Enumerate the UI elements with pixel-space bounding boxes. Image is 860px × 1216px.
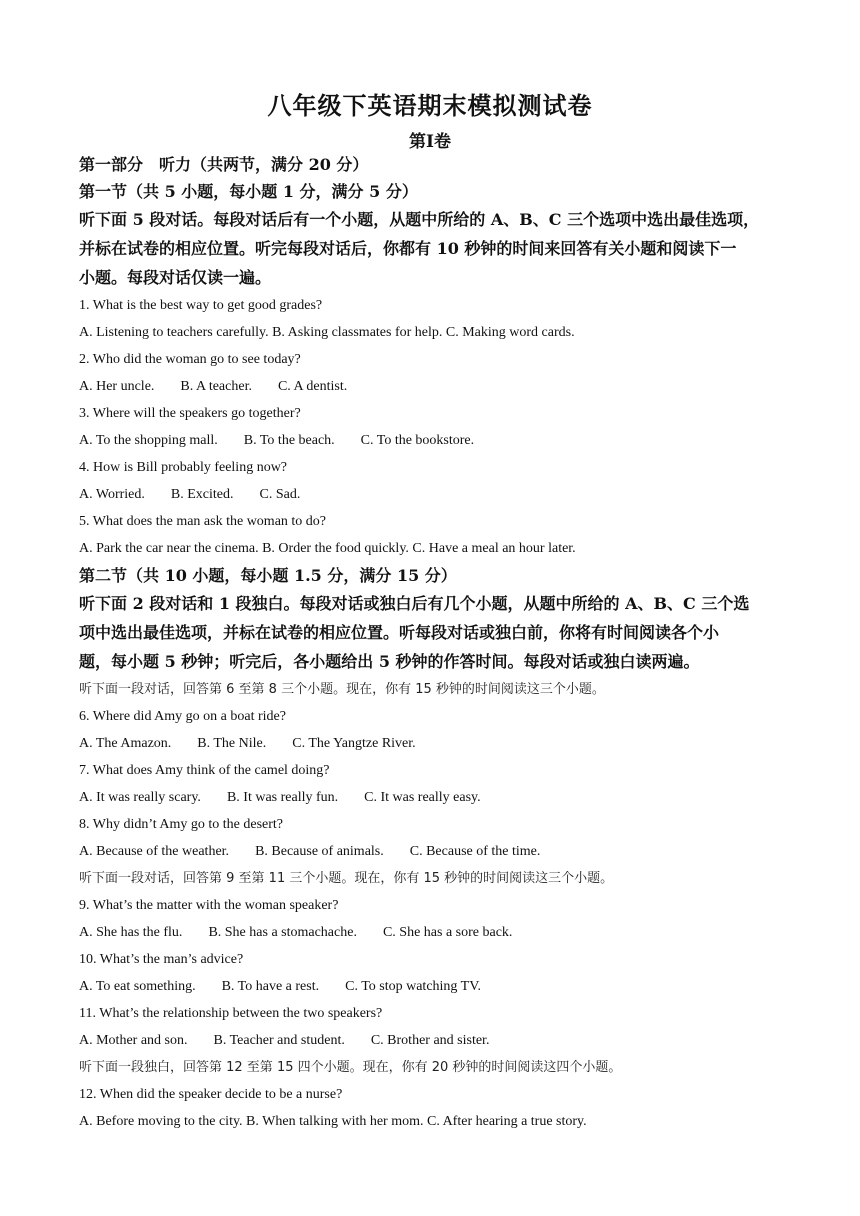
options-8	[79, 838, 785, 865]
options-12	[79, 1108, 785, 1135]
option-b: B. The Nile.	[197, 736, 267, 751]
option-a: A. She has the flu.	[79, 925, 183, 940]
part1-heading: 第一部分 听力（共两节，满分 20 分）	[79, 155, 369, 174]
option-b: B. It was really fun.	[226, 790, 339, 805]
exam-content	[79, 151, 785, 1135]
option-b: B. Because of animals.	[255, 844, 384, 859]
option-c: C. Brother and sister.	[370, 1033, 490, 1048]
group-note: 听下面一段对话，回答第 6 至第 8 三个小题。现在，你有 15 秒钟的时间阅读这三个小题。	[79, 682, 605, 697]
options-3	[79, 427, 785, 454]
option-a: A. The Amazon.	[79, 736, 172, 751]
option-a: A. To eat something.	[79, 979, 196, 994]
option-c: C. It was really easy.	[364, 790, 481, 805]
option-b: B. A teacher.	[180, 379, 252, 394]
options-1	[79, 319, 785, 346]
instruction-line: 并标在试卷的相应位置。听完每段对话后，你都有 10 秒钟的时间来回答有关小题和阅读下一	[79, 239, 737, 258]
option-a: A. Mother and son.	[79, 1033, 188, 1048]
options-5	[79, 535, 785, 562]
question-10: 10. What’s the man’s advice?	[79, 952, 244, 967]
group-note: 听下面一段对话，回答第 9 至第 11 三个小题。现在，你有 15 秒钟的时间阅读这三个小题。	[79, 871, 614, 886]
question-3: 3. Where will the speakers go together?	[79, 406, 301, 421]
option-c: C. To stop watching TV.	[345, 979, 482, 994]
question-1: 1. What is the best way to get good grades?	[79, 298, 323, 313]
question-11: 11. What’s the relationship between the two speakers?	[79, 1006, 383, 1021]
option-c: C. Sad.	[259, 487, 301, 502]
question-9: 9. What’s the matter with the woman speaker?	[79, 898, 339, 913]
section1-instructions	[79, 205, 785, 292]
option: A. Before moving to the city. B. When talking with her mom. C. After hearing a true story.	[79, 1114, 587, 1129]
group-note: 听下面一段独白，回答第 12 至第 15 四个小题。现在，你有 20 秒钟的时间阅读这四个小题。	[79, 1060, 622, 1075]
question-4: 4. How is Bill probably feeling now?	[79, 460, 288, 475]
option-c: C. To the bookstore.	[360, 433, 475, 448]
option: A. Listening to teachers carefully. B. Asking classmates for help. C. Making word cards.	[79, 325, 575, 340]
section1-heading: 第一节（共 5 小题，每小题 1 分，满分 5 分）	[79, 182, 418, 201]
question-6: 6. Where did Amy go on a boat ride?	[79, 709, 286, 724]
option-c: C. Because of the time.	[409, 844, 541, 859]
instruction-line: 小题。每段对话仅读一遍。	[79, 268, 272, 287]
option-b: B. To the beach.	[243, 433, 335, 448]
options-4	[79, 481, 785, 508]
options-11	[79, 1027, 785, 1054]
section2-heading: 第二节（共 10 小题，每小题 1.5 分，满分 15 分）	[79, 566, 457, 585]
option-b: B. Excited.	[170, 487, 234, 502]
option-a: A. Because of the weather.	[79, 844, 230, 859]
instruction-line: 听下面 5 段对话。每段对话后有一个小题，从题中所给的 A、B、C 三个选项中选出最佳选项，	[79, 210, 760, 229]
instruction-line: 听下面 2 段对话和 1 段独白。每段对话或独白后有几个小题，从题中所给的 A、B、C 三个选	[79, 594, 750, 613]
option-c: C. She has a sore back.	[382, 925, 513, 940]
question-12: 12. When did the speaker decide to be a nurse?	[79, 1087, 343, 1102]
option-b: B. She has a stomachache.	[208, 925, 357, 940]
question-5: 5. What does the man ask the woman to do?	[79, 514, 327, 529]
option-b: B. To have a rest.	[221, 979, 320, 994]
options-9	[79, 919, 785, 946]
option-b: B. Teacher and student.	[213, 1033, 345, 1048]
option-c: C. The Yangtze River.	[292, 736, 416, 751]
option-a: A. Worried.	[79, 487, 145, 502]
options-7	[79, 784, 785, 811]
options-10	[79, 973, 785, 1000]
option-a: A. It was really scary.	[79, 790, 201, 805]
option-a: A. To the shopping mall.	[79, 433, 218, 448]
instruction-line: 项中选出最佳选项，并标在试卷的相应位置。听每段对话或独白前，你将有时间阅读各个小	[79, 623, 720, 642]
option-a: A. Her uncle.	[79, 379, 155, 394]
options-6	[79, 730, 785, 757]
question-2: 2. Who did the woman go to see today?	[79, 352, 301, 367]
question-7: 7. What does Amy think of the camel doing?	[79, 763, 330, 778]
option: A. Park the car near the cinema. B. Order the food quickly. C. Have a meal an hour later.	[79, 541, 576, 556]
instruction-line: 题，每小题 5 秒钟；听完后，各小题给出 5 秒钟的作答时间。每段对话或独白读两遍。	[79, 652, 700, 671]
question-8: 8. Why didn’t Amy go to the desert?	[79, 817, 284, 832]
page-subtitle: 第Ⅰ卷	[409, 132, 451, 152]
page-title: 八年级下英语期末模拟测试卷	[267, 91, 593, 120]
option-c: C. A dentist.	[277, 379, 348, 394]
options-2	[79, 373, 785, 400]
section2-instructions	[79, 589, 785, 676]
